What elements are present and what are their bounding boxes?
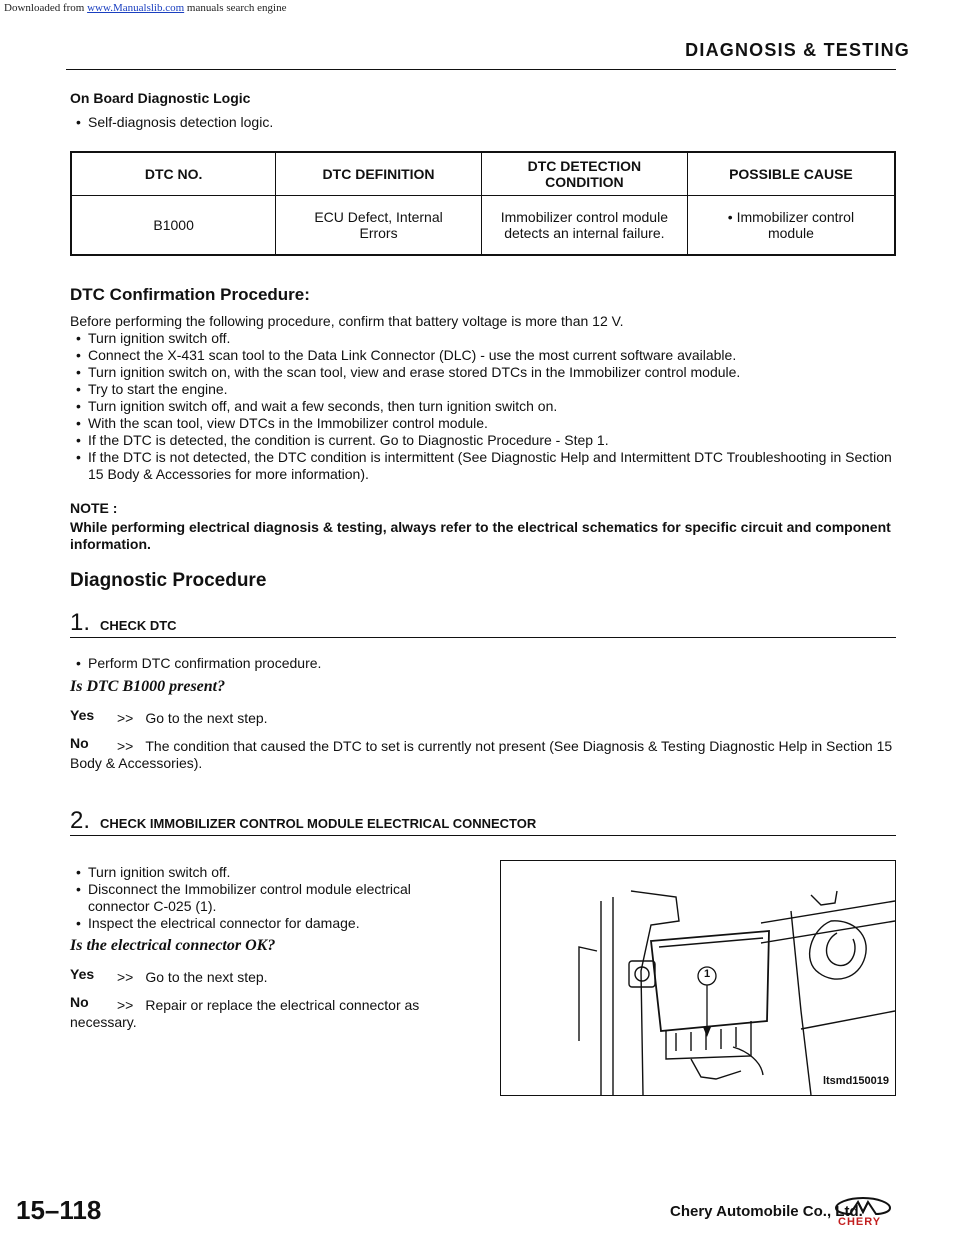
step-2-yes-label: Yes <box>70 966 95 982</box>
step-1-no-action: >> The condition that caused the DTC to set is currently not present (See Diagnosis & Testing Diagnostic Help in Section 15 Body & Accessories). <box>70 738 893 771</box>
callout-number: 1 <box>703 968 711 980</box>
arrow-icon: >> <box>117 710 134 726</box>
step-1-no-label: No <box>70 735 89 751</box>
bullet-icon: • <box>76 864 81 880</box>
bullet-icon: • <box>76 330 81 346</box>
list-item: • Turn ignition switch on, with the scan tool, view and erase stored DTCs in the Immobilizer control module. <box>76 364 741 380</box>
step-2-yes-action: >> Go to the next step. <box>117 969 268 985</box>
step-1-question: Is DTC B1000 present? <box>70 678 226 695</box>
step-1-yes-action: >> Go to the next step. <box>117 710 268 726</box>
arrow-icon: >> <box>117 969 134 985</box>
bullet-icon: • <box>76 347 81 363</box>
note-text: While performing electrical diagnosis & testing, always refer to the electrical schematics for specific circuit and component information. <box>70 519 891 552</box>
header-dtc-definition: DTC DEFINITION <box>276 152 482 196</box>
list-item: • If the DTC is detected, the condition is current. Go to Diagnostic Procedure - Step 1. <box>76 432 609 448</box>
list-item: • Try to start the engine. <box>76 381 228 397</box>
bullet-icon: • <box>76 364 81 380</box>
header-dtc-detection-condition: DTC DETECTION CONDITION <box>481 152 687 196</box>
arrow-icon: >> <box>117 997 134 1013</box>
step-1-divider <box>70 637 896 638</box>
header-possible-cause: POSSIBLE CAUSE <box>687 152 895 196</box>
step-2-no-label: No <box>70 994 89 1010</box>
dtc-table <box>70 151 896 256</box>
list-item: • Perform DTC confirmation procedure. <box>76 655 322 671</box>
figure-code: ltsmd150019 <box>822 1075 889 1087</box>
section-header-title: DIAGNOSIS & TESTING <box>685 40 910 60</box>
cell-dtc-no: B1000 <box>71 196 276 256</box>
step-2-divider <box>70 835 896 836</box>
list-item: • Turn ignition switch off, and wait a few seconds, then turn ignition switch on. <box>76 398 558 414</box>
obd-title: On Board Diagnostic Logic <box>70 90 251 106</box>
step-2-label: CHECK IMMOBILIZER CONTROL MODULE ELECTRICAL CONNECTOR <box>100 816 537 831</box>
header-dtc-no: DTC NO. <box>71 152 276 196</box>
connector-illustration <box>500 860 896 1096</box>
procedure-title: Diagnostic Procedure <box>70 570 267 591</box>
manualslib-link[interactable]: www.Manualslib.com <box>87 2 185 14</box>
step-2-bullets <box>76 864 470 932</box>
cell-possible-cause: • Immobilizer control module <box>687 196 895 256</box>
bullet-icon: • <box>76 432 81 448</box>
page-number: 15–118 <box>16 1195 102 1225</box>
header-divider <box>66 69 896 70</box>
bullet-icon: • <box>76 415 81 431</box>
step-2-no-action: >> Repair or replace the electrical connector as necessary. <box>70 997 420 1030</box>
list-item: • Turn ignition switch off. <box>76 864 231 880</box>
list-item: • With the scan tool, view DTCs in the Immobilizer control module. <box>76 415 488 431</box>
note-label: NOTE : <box>70 500 118 516</box>
bullet-icon: • <box>76 398 81 414</box>
step-2-header <box>70 807 536 835</box>
logo-text: CHERY <box>838 1216 882 1228</box>
bullet-icon: • <box>76 655 81 671</box>
step-2-number: 2. <box>70 807 91 834</box>
step-1-header <box>70 609 177 637</box>
list-item: • Turn ignition switch off. <box>76 330 231 346</box>
cell-dtc-definition: ECU Defect, Internal Errors <box>276 196 482 256</box>
bullet-icon: • <box>76 449 81 465</box>
list-item: • Connect the X-431 scan tool to the Data Link Connector (DLC) - use the most current software available. <box>76 347 737 363</box>
obd-bullet: • Self-diagnosis detection logic. <box>76 114 274 130</box>
cell-dtc-condition: Immobilizer control module detects an internal failure. <box>481 196 687 256</box>
confirmation-title: DTC Confirmation Procedure: <box>70 285 310 304</box>
confirmation-steps <box>76 330 900 483</box>
bullet-icon: • <box>76 915 81 931</box>
bullet-icon: • <box>76 881 81 897</box>
step-1-label: CHECK DTC <box>100 618 177 633</box>
arrow-icon: >> <box>117 738 134 754</box>
confirmation-intro: Before performing the following procedure, confirm that battery voltage is more than 12 V. <box>70 313 624 329</box>
list-item: • If the DTC is not detected, the DTC condition is intermittent (See Diagnostic Help and Intermittent DTC Troubleshooting in Section 15 Body & Accessories for more information). <box>76 449 892 482</box>
list-item: • Disconnect the Immobilizer control module electrical connector C-025 (1). <box>76 881 411 914</box>
dtc-table-header <box>71 152 895 196</box>
company-name: Chery Automobile Co., Ltd. <box>670 1203 863 1220</box>
table-row <box>71 196 895 256</box>
step-2-question: Is the electrical connector OK? <box>70 937 276 954</box>
bullet-icon: • <box>727 209 737 225</box>
bullet-icon: • <box>76 381 81 397</box>
bullet-icon: • <box>76 114 81 130</box>
step-1-number: 1. <box>70 609 91 636</box>
step-1-yes-label: Yes <box>70 707 95 723</box>
download-note: Downloaded from www.Manualslib.com manuals search engine <box>4 2 287 14</box>
connector-drawing <box>501 861 895 1095</box>
chery-logo <box>830 1196 896 1230</box>
list-item: • Inspect the electrical connector for damage. <box>76 915 360 931</box>
